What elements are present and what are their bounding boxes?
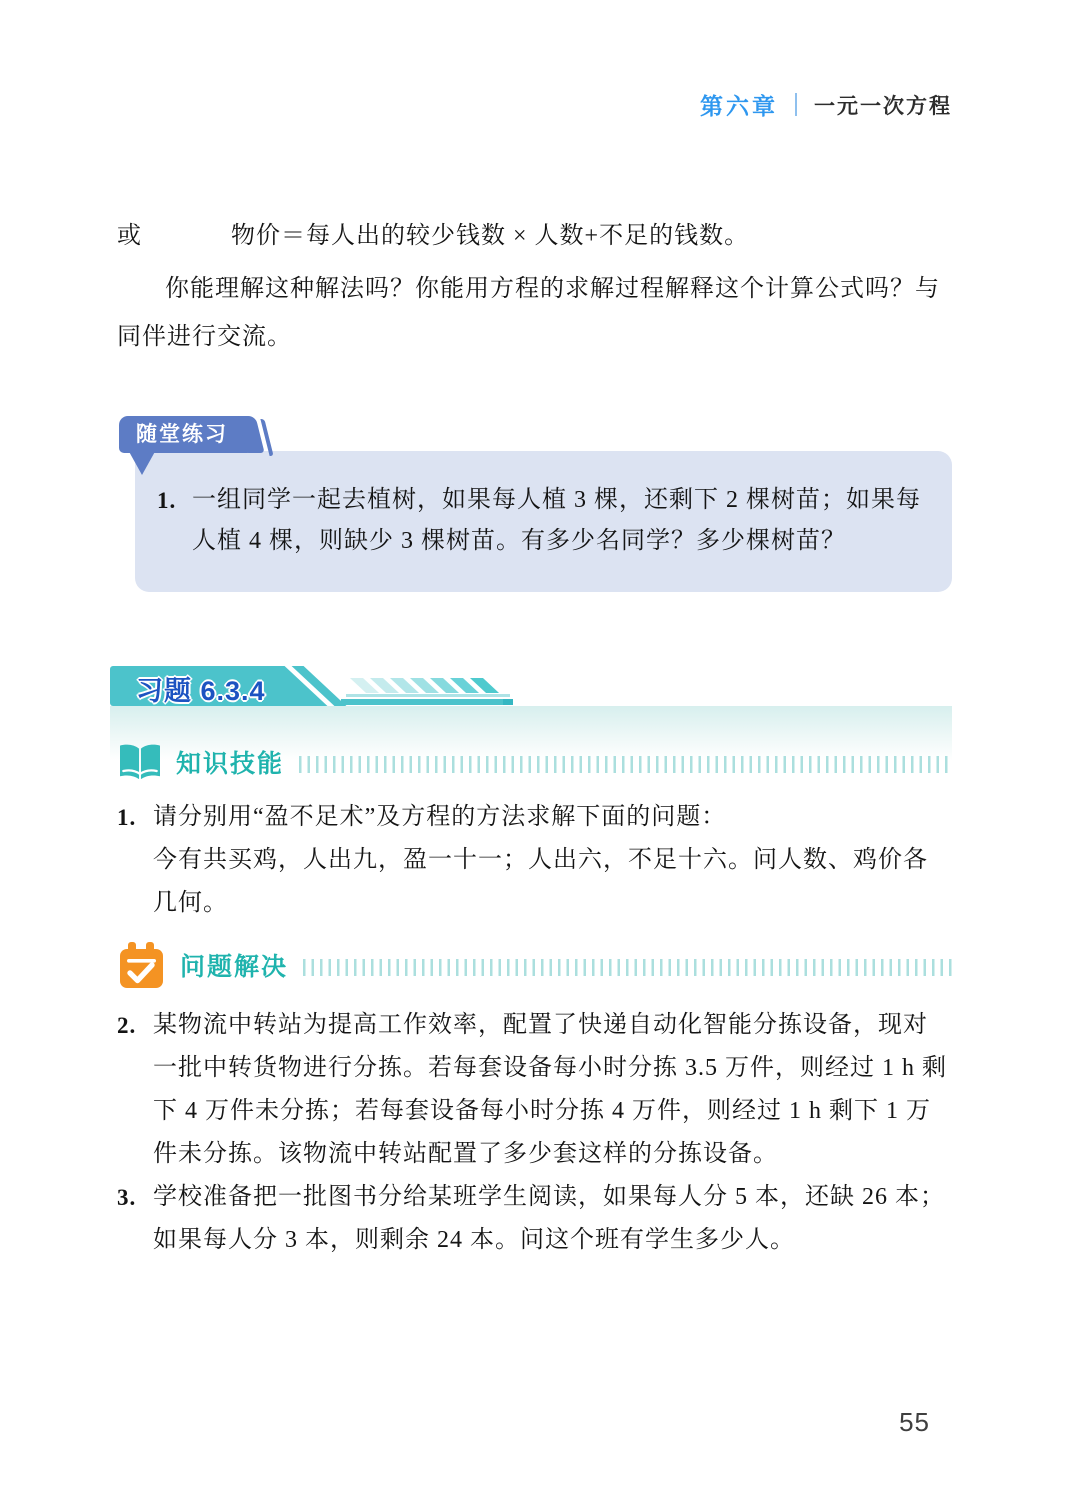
problem-line: 某物流中转站为提高工作效率，配置了快递自动化智能分拣设备，现对一批中转货物进行分拣。若每套设备每小时分拣 3.5 万件，则经过 1 h 剩下 4 万件未分拣；若每套设备每小时分拣 4 万件，则经过 1 h 剩下 1 万件未分拣。该物流中转站配置了多少套这样的分拣设备。: [153, 1012, 947, 1167]
problem-item: [117, 1176, 952, 1262]
exercise-banner: [110, 666, 952, 706]
banner-underline: [341, 699, 513, 705]
problem-line: 今有共买鸡，人出九，盈一十一；人出六，不足十六。问人数、鸡价各几何。: [153, 847, 928, 916]
intro-paragraph: 你能理解这种解法吗？你能用方程的求解过程解释这个计算公式吗？与同伴进行交流。: [117, 276, 940, 350]
practice-box: [135, 423, 952, 592]
section-title: 知识技能: [176, 750, 285, 778]
solving-problems: [117, 1004, 952, 1262]
price-formula: 物价＝每人出的较少钱数 × 人数+不足的钱数。: [231, 223, 750, 249]
practice-tag-label: 随堂练习: [136, 423, 228, 446]
calendar-check-icon: [117, 940, 167, 990]
problem-item: [117, 796, 952, 925]
exercise-banner-label: 习题 6.3.4: [136, 676, 266, 706]
section-ticks-decoration: [303, 959, 952, 976]
section-header-solving: [117, 940, 952, 990]
problem-text: 一组同学一起去植树，如果每人植 3 棵，还剩下 2 棵树苗；如果每人植 4 棵，则缺少 3 棵树苗。有多少名同学？多少棵树苗？: [192, 487, 921, 554]
chapter-header: [117, 0, 952, 121]
chapter-label: 第六章: [700, 93, 778, 119]
practice-problem: [135, 480, 926, 562]
knowledge-problems: [117, 796, 952, 925]
chapter-title: 一元一次方程: [814, 94, 952, 118]
problem-number: 2.: [117, 1013, 137, 1038]
tag-edge-decoration: [260, 419, 273, 456]
section-header-knowledge: [117, 742, 952, 782]
open-book-icon: [117, 742, 163, 782]
problem-line: 请分别用“盈不足术”及方程的方法求解下面的问题：: [153, 804, 727, 830]
page-number: 55: [899, 1407, 930, 1437]
problem-item: [117, 1004, 952, 1176]
banner-stripes-decoration: [358, 678, 491, 693]
banner-underline-light: [346, 694, 510, 697]
problem-number: 1.: [117, 805, 137, 830]
practice-tag: [119, 416, 250, 453]
problem-number: 1.: [157, 488, 177, 513]
header-divider: [795, 93, 797, 116]
problem-line: 学校准备把一批图书分给某班学生阅读，如果每人分 5 本，还缺 26 本；如果每人分 3 本，则剩余 24 本。问这个班有学生多少人。: [153, 1184, 945, 1253]
or-label: 或: [117, 223, 142, 249]
section-ticks-decoration: [299, 756, 952, 773]
section-title: 问题解决: [180, 953, 289, 981]
formula-line: [117, 215, 952, 250]
problem-number: 3.: [117, 1185, 137, 1210]
